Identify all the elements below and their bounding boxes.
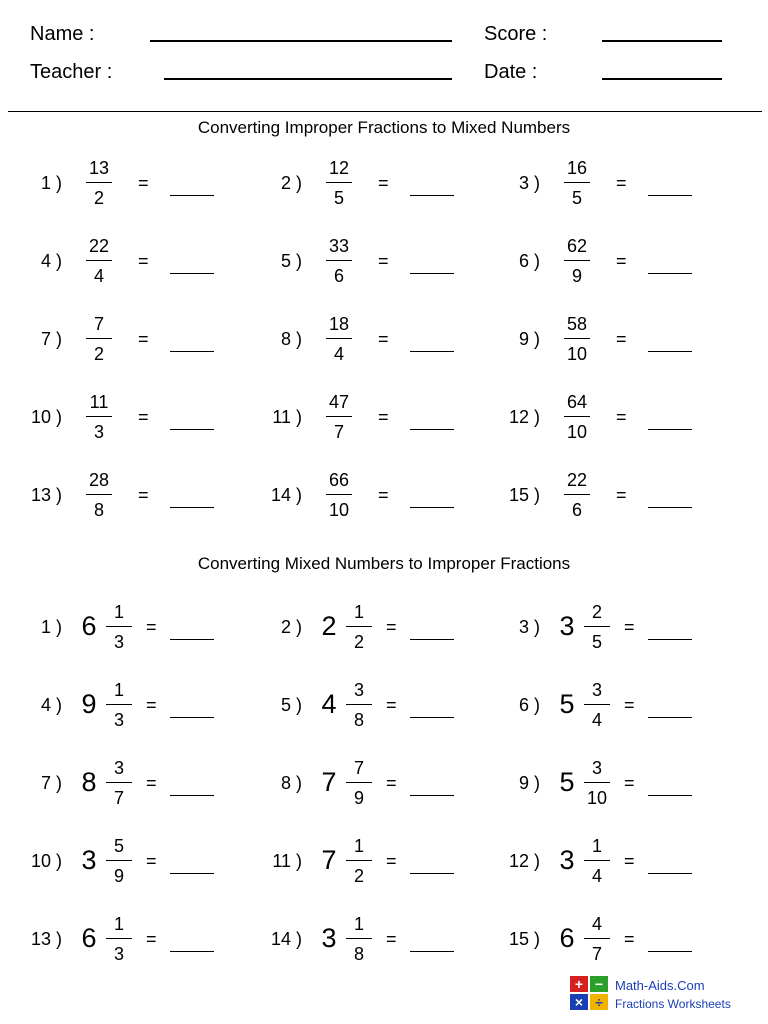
equals-sign: = <box>386 773 397 793</box>
problem <box>478 752 708 816</box>
fraction-bar <box>346 860 372 861</box>
header-divider <box>8 111 762 112</box>
answer-blank[interactable] <box>648 507 692 508</box>
denominator: 5 <box>333 188 344 208</box>
problem <box>240 908 470 972</box>
whole-number: 3 <box>559 611 575 641</box>
whole-number: 9 <box>81 689 97 719</box>
problem-number: 2 ) <box>280 173 302 193</box>
whole-number: 3 <box>81 845 97 875</box>
equals-sign: = <box>138 407 149 427</box>
fraction-bar <box>584 704 610 705</box>
answer-blank[interactable] <box>648 429 692 430</box>
problem <box>478 464 708 528</box>
fraction-bar <box>564 494 590 495</box>
equals-sign: = <box>146 929 157 949</box>
numerator: 11 <box>89 392 109 412</box>
equals-sign: = <box>386 695 397 715</box>
fraction <box>342 834 376 887</box>
denominator: 10 <box>566 422 588 442</box>
problem-number: 9 ) <box>518 329 540 349</box>
equals-sign: = <box>386 929 397 949</box>
answer-blank[interactable] <box>170 351 214 352</box>
fraction-bar <box>106 938 132 939</box>
equals-sign: = <box>138 485 149 505</box>
equals-sign: = <box>138 173 149 193</box>
answer-blank[interactable] <box>648 717 692 718</box>
problem <box>0 908 230 972</box>
equals-sign: = <box>616 407 627 427</box>
answer-blank[interactable] <box>648 195 692 196</box>
problem <box>478 230 708 294</box>
fraction <box>580 912 614 965</box>
fraction <box>322 156 356 209</box>
problem <box>240 152 470 216</box>
equals-sign: = <box>616 251 627 271</box>
whole-number: 3 <box>321 923 337 953</box>
fraction-bar <box>584 782 610 783</box>
numerator: 33 <box>328 236 350 256</box>
fraction-bar <box>86 338 112 339</box>
equals-sign: = <box>624 929 635 949</box>
equals-sign: = <box>378 407 389 427</box>
equals-sign: = <box>378 251 389 271</box>
fraction <box>560 390 594 443</box>
problem-number: 5 ) <box>280 251 302 271</box>
denominator: 3 <box>113 944 124 964</box>
numerator: 2 <box>591 602 602 622</box>
section-title-mixed: Converting Mixed Numbers to Improper Fractions <box>197 554 571 573</box>
denominator: 4 <box>93 266 104 286</box>
problem <box>0 152 230 216</box>
numerator: 7 <box>353 758 364 778</box>
problem <box>0 674 230 738</box>
equals-sign: = <box>146 851 157 871</box>
numerator: 3 <box>591 758 602 778</box>
fraction <box>560 312 594 365</box>
answer-blank[interactable] <box>410 195 454 196</box>
numerator: 1 <box>113 680 124 700</box>
site-name: Math-Aids.Com <box>615 978 705 993</box>
problem <box>240 830 470 894</box>
problem-number: 7 ) <box>40 773 62 793</box>
problem-number: 13 ) <box>30 485 62 505</box>
answer-blank[interactable] <box>170 795 214 796</box>
fraction-bar <box>326 182 352 183</box>
denominator: 10 <box>586 788 608 808</box>
equals-sign: = <box>146 773 157 793</box>
fraction-bar <box>326 338 352 339</box>
problem-number: 3 ) <box>518 173 540 193</box>
equals-sign: = <box>616 485 627 505</box>
fraction <box>580 756 614 809</box>
problem-number: 7 ) <box>40 329 62 349</box>
equals-sign: = <box>616 173 627 193</box>
numerator: 66 <box>328 470 350 490</box>
problem-number: 12 ) <box>508 851 540 871</box>
problem <box>240 752 470 816</box>
denominator: 8 <box>353 944 364 964</box>
denominator: 4 <box>333 344 344 364</box>
equals-sign: = <box>616 329 627 349</box>
minus-icon: − <box>590 976 608 992</box>
answer-blank[interactable] <box>648 273 692 274</box>
numerator: 1 <box>353 914 364 934</box>
denominator: 2 <box>93 188 104 208</box>
numerator: 3 <box>591 680 602 700</box>
answer-blank[interactable] <box>648 795 692 796</box>
fraction <box>102 834 136 887</box>
denominator: 2 <box>353 632 364 652</box>
fraction <box>342 678 376 731</box>
problem-number: 8 ) <box>280 329 302 349</box>
equals-sign: = <box>146 617 157 637</box>
equals-sign: = <box>138 251 149 271</box>
fraction <box>560 468 594 521</box>
numerator: 22 <box>566 470 588 490</box>
equals-sign: = <box>386 851 397 871</box>
numerator: 4 <box>591 914 602 934</box>
problem-number: 15 ) <box>508 485 540 505</box>
fraction-bar <box>346 704 372 705</box>
fraction-bar <box>106 704 132 705</box>
numerator: 12 <box>328 158 350 178</box>
equals-sign: = <box>386 617 397 637</box>
problem-number: 4 ) <box>40 695 62 715</box>
answer-blank[interactable] <box>648 873 692 874</box>
problem <box>0 230 230 294</box>
denominator: 9 <box>353 788 364 808</box>
fraction-bar <box>564 182 590 183</box>
denominator: 9 <box>113 866 124 886</box>
fraction-bar <box>106 860 132 861</box>
problem <box>240 464 470 528</box>
denominator: 5 <box>571 188 582 208</box>
problem <box>240 386 470 450</box>
numerator: 13 <box>88 158 110 178</box>
fraction-bar <box>86 260 112 261</box>
problem-number: 4 ) <box>40 251 62 271</box>
answer-blank[interactable] <box>170 273 214 274</box>
fraction <box>580 678 614 731</box>
whole-number: 6 <box>81 611 97 641</box>
problem-number: 10 ) <box>30 407 62 427</box>
denominator: 10 <box>328 500 350 520</box>
fraction <box>342 756 376 809</box>
problem-number: 2 ) <box>280 617 302 637</box>
answer-blank[interactable] <box>410 795 454 796</box>
answer-blank[interactable] <box>410 717 454 718</box>
fraction <box>102 912 136 965</box>
fraction-bar <box>584 860 610 861</box>
whole-number: 5 <box>559 767 575 797</box>
problem <box>0 386 230 450</box>
answer-blank[interactable] <box>648 351 692 352</box>
denominator: 4 <box>591 866 602 886</box>
whole-number: 6 <box>81 923 97 953</box>
numerator: 16 <box>566 158 588 178</box>
problem <box>240 308 470 372</box>
fraction-bar <box>346 938 372 939</box>
problem <box>478 386 708 450</box>
fraction-bar <box>326 494 352 495</box>
problem-number: 6 ) <box>518 695 540 715</box>
fraction <box>82 390 116 443</box>
name-label: Name : <box>30 23 95 45</box>
problem-number: 14 ) <box>270 929 302 949</box>
equals-sign: = <box>624 695 635 715</box>
answer-blank[interactable] <box>170 717 214 718</box>
fraction-bar <box>584 626 610 627</box>
teacher-field[interactable] <box>164 78 452 80</box>
denominator: 7 <box>333 422 344 442</box>
problem-number: 3 ) <box>518 617 540 637</box>
teacher-label: Teacher : <box>30 61 113 83</box>
numerator: 1 <box>353 836 364 856</box>
math-operations-icon <box>570 976 610 1012</box>
fraction-bar <box>86 416 112 417</box>
problem <box>478 596 708 660</box>
problem <box>478 308 708 372</box>
whole-number: 8 <box>81 767 97 797</box>
problem-number: 1 ) <box>40 617 62 637</box>
problem-number: 5 ) <box>280 695 302 715</box>
fraction-bar <box>86 182 112 183</box>
fraction <box>82 156 116 209</box>
denominator: 5 <box>591 632 602 652</box>
answer-blank[interactable] <box>648 639 692 640</box>
denominator: 8 <box>93 500 104 520</box>
denominator: 3 <box>113 632 124 652</box>
equals-sign: = <box>146 695 157 715</box>
denominator: 9 <box>571 266 582 286</box>
problem-number: 1 ) <box>40 173 62 193</box>
plus-icon: + <box>570 976 588 992</box>
fraction <box>580 600 614 653</box>
site-tagline: Fractions Worksheets <box>615 997 731 1011</box>
numerator: 22 <box>88 236 110 256</box>
problem-number: 9 ) <box>518 773 540 793</box>
whole-number: 3 <box>559 845 575 875</box>
fraction-bar <box>106 626 132 627</box>
score-label: Score : <box>484 23 548 45</box>
numerator: 47 <box>328 392 350 412</box>
denominator: 3 <box>113 710 124 730</box>
problem <box>0 308 230 372</box>
numerator: 62 <box>566 236 588 256</box>
problem <box>0 464 230 528</box>
denominator: 4 <box>591 710 602 730</box>
numerator: 1 <box>353 602 364 622</box>
denominator: 7 <box>113 788 124 808</box>
fraction-bar <box>326 260 352 261</box>
denominator: 7 <box>591 944 602 964</box>
problem <box>0 830 230 894</box>
date-field[interactable] <box>602 78 722 80</box>
problem-number: 11 ) <box>272 407 302 427</box>
answer-blank[interactable] <box>410 273 454 274</box>
times-icon: × <box>570 994 588 1010</box>
denominator: 6 <box>333 266 344 286</box>
denominator: 8 <box>353 710 364 730</box>
fraction <box>322 312 356 365</box>
problem-number: 14 ) <box>270 485 302 505</box>
numerator: 28 <box>88 470 110 490</box>
problem <box>478 152 708 216</box>
problem-number: 12 ) <box>508 407 540 427</box>
denominator: 10 <box>566 344 588 364</box>
answer-blank[interactable] <box>170 507 214 508</box>
answer-blank[interactable] <box>410 429 454 430</box>
problem-number: 8 ) <box>280 773 302 793</box>
fraction-bar <box>564 338 590 339</box>
equals-sign: = <box>624 617 635 637</box>
problem-number: 10 ) <box>30 851 62 871</box>
answer-blank[interactable] <box>648 951 692 952</box>
answer-blank[interactable] <box>170 195 214 196</box>
equals-sign: = <box>378 173 389 193</box>
equals-sign: = <box>378 329 389 349</box>
fraction <box>102 756 136 809</box>
problem <box>240 674 470 738</box>
fraction <box>102 678 136 731</box>
fraction <box>82 234 116 287</box>
numerator: 1 <box>113 602 124 622</box>
fraction <box>82 312 116 365</box>
fraction <box>560 156 594 209</box>
answer-blank[interactable] <box>170 951 214 952</box>
numerator: 5 <box>113 836 124 856</box>
fraction <box>322 390 356 443</box>
equals-sign: = <box>378 485 389 505</box>
equals-sign: = <box>624 773 635 793</box>
name-field[interactable] <box>150 40 452 42</box>
numerator: 58 <box>566 314 588 334</box>
answer-blank[interactable] <box>410 351 454 352</box>
whole-number: 7 <box>321 767 337 797</box>
fraction <box>82 468 116 521</box>
problem <box>0 596 230 660</box>
fraction <box>560 234 594 287</box>
fraction-bar <box>564 260 590 261</box>
problem <box>478 674 708 738</box>
problem <box>478 908 708 972</box>
answer-blank[interactable] <box>170 429 214 430</box>
fraction <box>102 600 136 653</box>
answer-blank[interactable] <box>170 639 214 640</box>
problem-number: 11 ) <box>272 851 302 871</box>
problem <box>478 830 708 894</box>
fraction <box>342 600 376 653</box>
denominator: 2 <box>353 866 364 886</box>
fraction-bar <box>346 782 372 783</box>
fraction-bar <box>86 494 112 495</box>
fraction <box>342 912 376 965</box>
numerator: 64 <box>566 392 588 412</box>
whole-number: 5 <box>559 689 575 719</box>
divide-icon: ÷ <box>590 994 608 1010</box>
score-field[interactable] <box>602 40 722 42</box>
whole-number: 2 <box>321 611 337 641</box>
numerator: 1 <box>591 836 602 856</box>
whole-number: 4 <box>321 689 337 719</box>
answer-blank[interactable] <box>410 873 454 874</box>
fraction-bar <box>584 938 610 939</box>
fraction <box>580 834 614 887</box>
answer-blank[interactable] <box>170 873 214 874</box>
answer-blank[interactable] <box>410 951 454 952</box>
section-title-improper: Converting Improper Fractions to Mixed Numbers <box>197 118 571 137</box>
problem-number: 13 ) <box>30 929 62 949</box>
problem-number: 15 ) <box>508 929 540 949</box>
numerator: 1 <box>113 914 124 934</box>
equals-sign: = <box>624 851 635 871</box>
denominator: 3 <box>93 422 104 442</box>
problem <box>0 752 230 816</box>
fraction-bar <box>346 626 372 627</box>
problem <box>240 596 470 660</box>
fraction <box>322 234 356 287</box>
answer-blank[interactable] <box>410 639 454 640</box>
numerator: 3 <box>353 680 364 700</box>
denominator: 2 <box>93 344 104 364</box>
denominator: 6 <box>571 500 582 520</box>
whole-number: 6 <box>559 923 575 953</box>
whole-number: 7 <box>321 845 337 875</box>
numerator: 18 <box>328 314 350 334</box>
problem <box>240 230 470 294</box>
problem-number: 6 ) <box>518 251 540 271</box>
date-label: Date : <box>484 61 538 83</box>
fraction-bar <box>326 416 352 417</box>
answer-blank[interactable] <box>410 507 454 508</box>
fraction <box>322 468 356 521</box>
numerator: 3 <box>113 758 124 778</box>
numerator: 7 <box>93 314 104 334</box>
fraction-bar <box>106 782 132 783</box>
equals-sign: = <box>138 329 149 349</box>
fraction-bar <box>564 416 590 417</box>
